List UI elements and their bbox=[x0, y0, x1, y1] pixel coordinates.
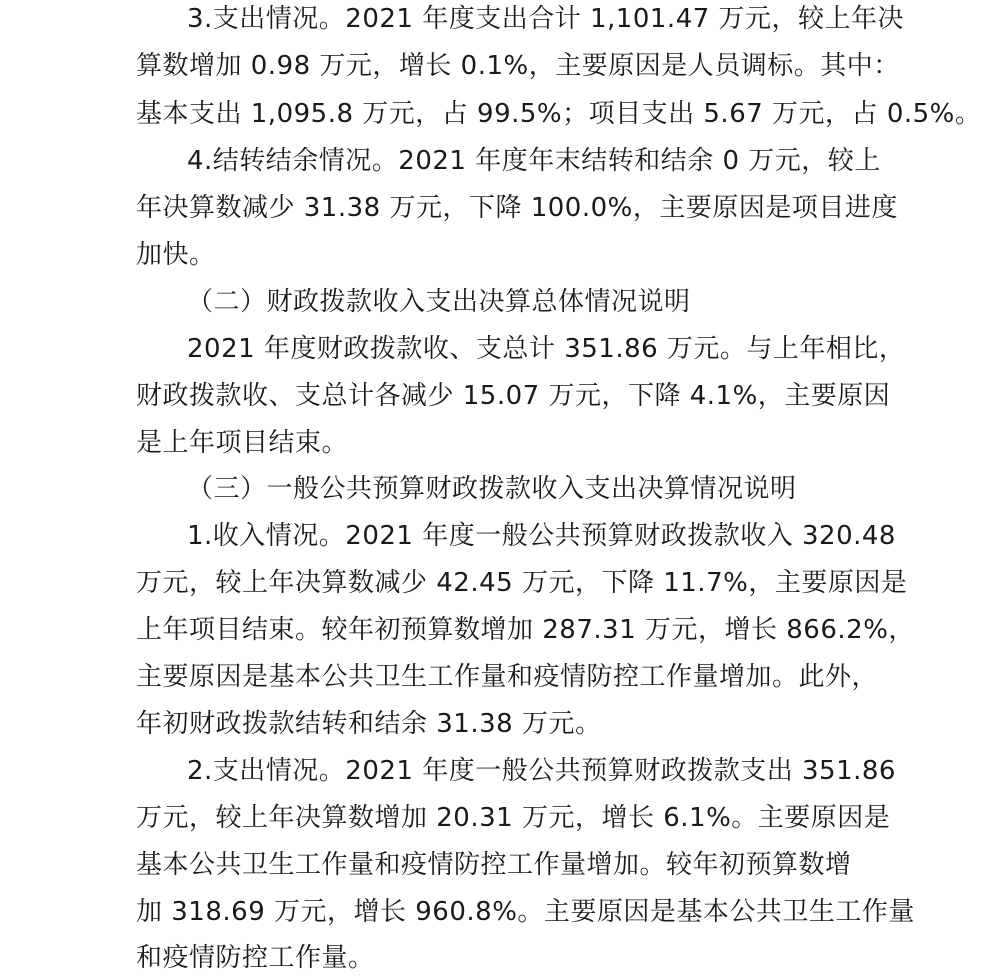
text-line: 4.结转结余情况。2021 年度年末结转和结余 0 万元，较上 bbox=[187, 146, 881, 176]
text-line: 1.收入情况。2021 年度一般公共预算财政拨款收入 320.48 bbox=[187, 521, 896, 551]
text-line: 万元，较上年决算数减少 42.45 万元，下降 11.7%，主要原因是 bbox=[136, 568, 908, 598]
text-line: 2021 年度财政拨款收、支总计 351.86 万元。与上年相比， bbox=[187, 334, 906, 364]
text-line: 年决算数减少 31.38 万元，下降 100.0%，主要原因是项目进度 bbox=[136, 193, 898, 223]
text-line: 加快。 bbox=[136, 240, 216, 270]
section-heading: （二）财政拨款收入支出决算总体情况说明 bbox=[187, 287, 691, 317]
text-line: 2.支出情况。2021 年度一般公共预算财政拨款支出 351.86 bbox=[187, 756, 896, 786]
text-line: 是上年项目结束。 bbox=[136, 428, 349, 458]
text-line: 财政拨款收、支总计各减少 15.07 万元，下降 4.1%，主要原因 bbox=[136, 381, 891, 411]
text-line: 算数增加 0.98 万元，增长 0.1%，主要原因是人员调标。其中： bbox=[136, 51, 900, 81]
text-line: 上年项目结束。较年初预算数增加 287.31 万元，增长 866.2%， bbox=[136, 615, 915, 645]
text-line: 年初财政拨款结转和结余 31.38 万元。 bbox=[136, 709, 602, 739]
text-line: 主要原因是基本公共卫生工作量和疫情防控工作量增加。此外， bbox=[136, 662, 879, 692]
text-line: 万元，较上年决算数增加 20.31 万元，增长 6.1%。主要原因是 bbox=[136, 803, 891, 833]
text-line: 基本支出 1,095.8 万元，占 99.5%；项目支出 5.67 万元，占 0.5%。 bbox=[136, 99, 982, 129]
text-line: 加 318.69 万元，增长 960.8%。主要原因是基本公共卫生工作量 bbox=[136, 897, 915, 927]
text-line: 基本公共卫生工作量和疫情防控工作量增加。较年初预算数增 bbox=[136, 850, 852, 880]
section-heading: （三）一般公共预算财政拨款收入支出决算情况说明 bbox=[187, 474, 797, 504]
text-line: 3.支出情况。2021 年度支出合计 1,101.47 万元，较上年决 bbox=[187, 4, 905, 34]
text-line: 和疫情防控工作量。 bbox=[136, 943, 375, 973]
